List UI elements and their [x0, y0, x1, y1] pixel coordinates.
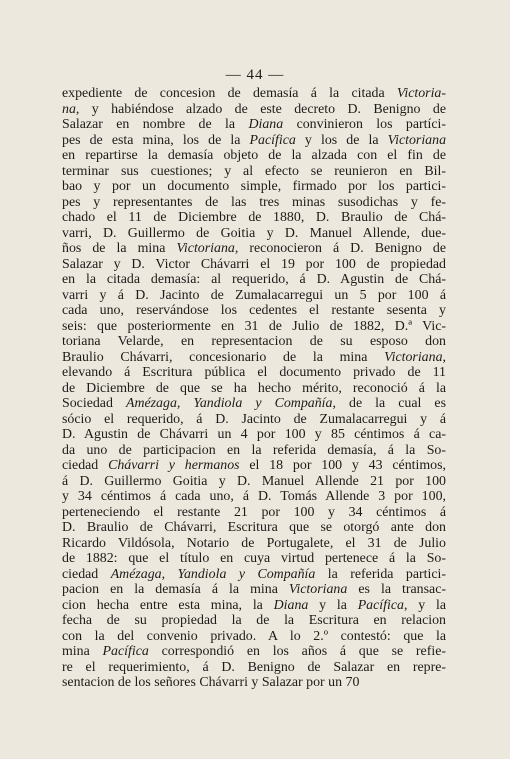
text-run: es la transac- [347, 582, 446, 597]
text-run: convinieron los partíci- [283, 117, 446, 132]
text-line [62, 303, 446, 319]
text-line [62, 117, 446, 133]
italic-text: Victoriana [384, 349, 443, 365]
text-run: perteneciendo el restante 21 por 100 y 34 céntimos á [62, 504, 446, 520]
text-line [62, 644, 446, 660]
text-run: pacion en la demasía á la mina [62, 582, 289, 597]
text-line [62, 598, 446, 614]
text-line [62, 443, 446, 459]
text-line [62, 334, 446, 350]
text-line [62, 551, 446, 567]
text-line [62, 86, 446, 102]
text-run: , y la [403, 597, 446, 613]
text-line [62, 365, 446, 381]
text-line [62, 675, 446, 691]
text-line [62, 474, 446, 490]
text-run: ños de la mina [62, 241, 177, 256]
text-line [62, 458, 446, 474]
text-line [62, 164, 446, 180]
text-run: D. Braulio de Chávarri, Escritura que se otorgó ante don [62, 520, 446, 535]
text-line [62, 489, 446, 505]
text-run: ciedad [62, 566, 111, 582]
italic-text: Victoria- [396, 86, 446, 101]
text-line [62, 226, 446, 242]
text-line [62, 427, 446, 443]
text-run: correspondió en los años á que se refie- [148, 644, 446, 659]
text-run: expediente de concesion de demasía á la citada [62, 86, 397, 101]
text-line [62, 396, 446, 412]
text-line [62, 288, 446, 304]
text-line [62, 660, 446, 676]
text-run: varri y á D. Jacinto de Zumalacarregui un 5 por 100 á [62, 287, 446, 303]
text-line [62, 319, 446, 335]
text-line [62, 412, 446, 428]
text-run: y la [308, 597, 358, 613]
text-run: sentacion de los señores Chávarri y Salazar por un 70 [62, 675, 360, 690]
text-run: ciedad [62, 458, 109, 473]
text-run: Salazar en nombre de la [62, 117, 249, 132]
text-run: de 1882: que el título en cuya virtud pertenece á la So- [62, 551, 446, 566]
text-line [62, 582, 446, 598]
italic-text: Chávarri y hermanos [108, 458, 240, 473]
text-run: cada uno, reservándose los cedentes el restante sesenta y [62, 303, 446, 318]
text-line [62, 148, 446, 164]
text-run: , de la cual es [332, 396, 446, 411]
italic-text: Pacífica [249, 132, 296, 148]
text-run: terminar sus cuestiones; y al efecto se reunieron en Bil- [62, 163, 446, 179]
italic-text: Pacífica [357, 597, 404, 613]
italic-text: Victoriana [387, 132, 447, 148]
text-run: en repartirse la demasía objeto de la alzada con el fin de [62, 148, 446, 163]
text-run: fecha de su propiedad la de la Escritura en relacion [62, 613, 446, 628]
text-run: da uno de participacion en la referida demasía, á la So- [62, 442, 446, 458]
text-line [62, 210, 446, 226]
text-run: en la citada demasía: al requerido, á D. Agustin de Chá- [62, 272, 446, 287]
text-run: Braulio Chávarri, concesionario de la mina [62, 349, 385, 365]
body-text [62, 86, 446, 691]
text-run: á D. Guillermo Goitia y D. Manuel Allende 21 por 100 [62, 473, 446, 489]
text-run: Salazar y D. Victor Chávarri el 19 por 100 de propiedad [62, 256, 446, 272]
italic-text: Diana [273, 597, 309, 613]
text-run: mina [62, 644, 103, 659]
text-run: bao y por un documento simple, firmado por los partici- [62, 179, 446, 194]
text-run: seis: que posteriormente en 31 de Julio de 1882, D.ª Vic- [62, 318, 446, 334]
text-line [62, 505, 446, 521]
text-line [62, 536, 446, 552]
text-run: elevando á Escritura pública el documento privado de 11 [62, 365, 446, 380]
italic-text: Victoriana [288, 582, 348, 597]
text-line [62, 350, 446, 366]
text-run: pes de esta mina, los de la [62, 132, 250, 148]
page-number: — 44 — [225, 67, 285, 83]
text-run: de Diciembre de que se ha hecho mérito, reconoció á la [62, 380, 446, 396]
text-line [62, 520, 446, 536]
text-run: D. Agustin de Chávarri un 4 por 100 y 85 céntimos á ca- [62, 427, 446, 442]
text-line [62, 195, 446, 211]
text-run: pes y representantes de las tres minas susodichas y fe- [62, 194, 446, 210]
text-run: con la del convenio privado. A lo 2.º contestó: que la [62, 628, 446, 644]
italic-text: Pacífica [102, 644, 149, 659]
text-run: Sociedad [62, 396, 126, 411]
italic-text: Amézaga, Yandiola y Compañía [125, 396, 333, 411]
text-run: varri, D. Guillermo de Goitia y D. Manuel Allende, due- [62, 225, 446, 241]
text-line [62, 102, 446, 118]
text-run: , y habiéndose alzado de este decreto D. Benigno de [75, 101, 446, 117]
text-run: toriana Velarde, en representacion de su esposo don [62, 334, 446, 349]
text-run: cion hecha entre esta mina, la [62, 597, 274, 613]
text-line [62, 133, 446, 149]
text-line [62, 257, 446, 273]
text-line [62, 567, 446, 583]
text-run: , reconocieron á D. Benigno de [234, 241, 446, 256]
text-line [62, 241, 446, 257]
text-run: y los de la [295, 132, 388, 148]
italic-text: Victoriana [176, 241, 235, 256]
italic-text: Amézaga, Yandiola y Compañía [110, 566, 316, 582]
text-line [62, 272, 446, 288]
text-line [62, 613, 446, 629]
text-line [62, 381, 446, 397]
text-line [62, 179, 446, 195]
text-line [62, 629, 446, 645]
text-run: , [442, 349, 446, 365]
text-run: sócio el requerido, á D. Jacinto de Zumalacarregui y á [62, 411, 446, 427]
text-run: la referida partici- [315, 566, 446, 582]
italic-text: Diana [248, 117, 284, 132]
text-run: y 34 céntimos á cada uno, á D. Tomás Allende 3 por 100, [62, 489, 446, 504]
text-run: Ricardo Vildósola, Notario de Portugalete, el 31 de Julio [62, 535, 446, 551]
text-run: re el requerimiento, á D. Benigno de Salazar en repre- [62, 659, 446, 675]
text-run: chado el 11 de Diciembre de 1880, D. Braulio de Chá- [62, 210, 446, 225]
italic-text: na [62, 101, 76, 117]
text-run: el 18 por 100 y 43 céntimos, [239, 458, 446, 473]
